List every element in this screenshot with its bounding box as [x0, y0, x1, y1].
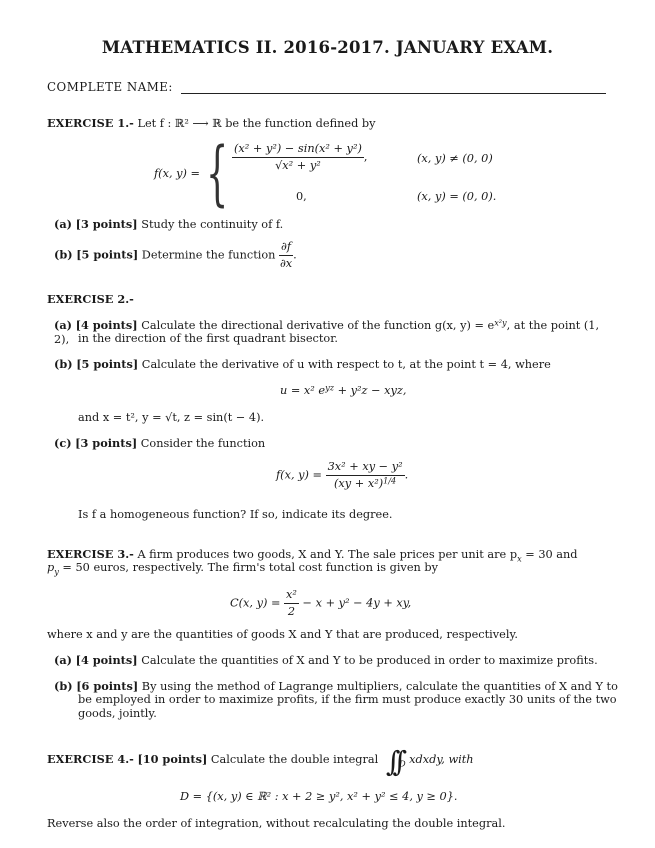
ex3-intro-price: = 30 and: [521, 548, 578, 561]
exercise-2-heading: EXERCISE 2.-: [47, 292, 134, 306]
ex3-cost-den: 2: [287, 605, 296, 619]
ex1-a-text: Study the continuity of f.: [141, 218, 284, 231]
ex3-b-line3: goods, jointly.: [78, 707, 157, 720]
ex3-b-line2: be employed in order to maximize profits, if the firm must produce exactly 30 units of the two: [78, 693, 617, 706]
ex3-a-points: [4 points]: [75, 653, 138, 667]
exercise-4-heading: EXERCISE 4.-: [47, 752, 134, 766]
ex3-b-points: [6 points]: [76, 679, 139, 693]
exercise-3-heading: EXERCISE 3.-: [47, 547, 134, 561]
ex1-case1-numerator: (x² + y²) − sin(x² + y²): [232, 142, 364, 158]
exercise-3-intro-line1: [47, 547, 609, 562]
ex1-b-frac-num: ∂f: [279, 240, 293, 256]
ex2-c-function: f(x, y) = $\frac{\text{3x² + xy − y²}}{(xy + x^2)^{1/4}}$ .: [276, 460, 409, 491]
exercise-3-intro-line2: [47, 561, 609, 575]
name-field-line: [181, 93, 606, 94]
ex2-b-eq-exp: yz: [325, 382, 334, 393]
ex3-intro-text: A firm produces two goods, X and Y. The sale prices per unit are p: [137, 548, 518, 561]
ex2-a-line2: in the direction of the first quadrant bisector.: [78, 332, 338, 345]
ex3-intro-cost: = 50 euros, respectively. The firm's total cost function is given by: [58, 561, 438, 574]
ex2-a-label: (a): [54, 318, 73, 332]
ex1-b-partial-derivative: [279, 240, 293, 271]
ex2-b-eq-lhs: u = x² e: [280, 384, 326, 397]
ex2-c-denominator: (xy + x²): [334, 477, 384, 491]
ex2-part-b: [54, 357, 551, 372]
ex4-final-instruction: Reverse also the order of integration, without recalculating the double integral.: [47, 817, 506, 830]
ex1-piecewise-brace: {: [206, 132, 229, 214]
ex3-px-sub: x: [517, 553, 522, 564]
ex1-case1-denominator: √x² + y²: [275, 159, 321, 173]
exercise-1-heading: EXERCISE 1.-: [47, 116, 134, 130]
ex2-c-points: [3 points]: [75, 436, 138, 450]
ex3-part-b: [54, 679, 618, 694]
ex3-where: where x and y are the quantities of goods X and Y that are produced, respectively.: [47, 628, 518, 641]
ex1-part-a: [54, 217, 283, 232]
ex2-b-text: Calculate the derivative of u with respect to t, at the point t = 4, where: [141, 358, 551, 371]
ex2-b-where: and x = t², y = √t, z = sin(t − 4).: [78, 411, 265, 424]
ex3-cost-rest: − x + y² − 4y + xy,: [302, 596, 412, 610]
ex1-case1-condition: (x, y) ≠ (0, 0): [417, 152, 493, 165]
ex1-case2-condition: (x, y) = (0, 0).: [417, 190, 497, 203]
ex1-case1-expression: $\frac{\text{(x² + y²) − sin(x² + y²)}}{\text{√x² + y²}}$ ,: [234, 142, 368, 173]
ex1-function-lhs: f(x, y) =: [154, 167, 200, 180]
ex1-a-label: (a): [54, 217, 73, 231]
ex4-double-integral-sign: ∫∫: [385, 745, 400, 778]
ex1-part-b: (b) [5 points] Determine the function $\frac{\partial f}{\partial x}$ .: [54, 240, 297, 271]
ex3-a-label: (a): [54, 653, 73, 667]
ex3-cost-num: x²: [284, 588, 299, 604]
ex2-c-text: Consider the function: [140, 437, 266, 450]
exercise-4-intro: [47, 745, 609, 778]
ex4-text: Calculate the double integral: [210, 753, 379, 766]
ex3-cost-function: [230, 588, 411, 619]
ex2-b-points: [5 points]: [76, 357, 139, 371]
ex3-py-sub: y: [54, 566, 59, 577]
ex4-domain-definition: D = {(x, y) ∈ ℝ² : x + 2 ≥ y², x² + y² ≤ 4, y ≥ 0}.: [180, 790, 458, 803]
ex2-c-numerator: 3x² + xy − y²: [326, 460, 405, 476]
ex2-a-point: , at the point (1, 2),: [54, 319, 600, 347]
ex4-integrand: xdxdy, with: [409, 753, 474, 766]
ex3-b-line1: By using the method of Lagrange multipliers, calculate the quantities of X and Y to: [141, 680, 618, 693]
ex2-b-eq-rest: + y²z − xyz,: [333, 384, 407, 397]
ex3-a-text: Calculate the quantities of X and Y to be produced in order to maximize profits.: [141, 654, 598, 667]
exercise-1-intro: [47, 116, 609, 131]
ex1-b-frac-den: ∂x: [279, 257, 293, 271]
ex3-b-label: (b): [54, 679, 73, 693]
ex2-a-points: [4 points]: [75, 318, 138, 332]
ex2-b-equation: [280, 384, 406, 398]
ex2-c-label: (c): [54, 436, 72, 450]
ex2-c-den-exp: 1/4: [383, 475, 397, 486]
ex4-points: [10 points]: [137, 752, 208, 766]
ex1-b-points: [5 points]: [76, 247, 139, 262]
ex2-a-text: Calculate the directional derivative of the function g(x, y) = e: [141, 319, 495, 332]
ex2-c-lhs: f(x, y) =: [276, 468, 322, 482]
complete-name-label: COMPLETE NAME:: [47, 80, 173, 94]
ex2-part-c: [54, 436, 265, 451]
ex3-cost-lhs: C(x, y) =: [230, 596, 281, 610]
ex4-integral-domain: D: [399, 758, 406, 769]
ex2-a-exponent: x²y: [494, 317, 507, 328]
exam-title: MATHEMATICS II. 2016-2017. JANUARY EXAM.: [101, 38, 554, 57]
ex1-a-points: [3 points]: [75, 217, 138, 231]
ex1-case2-value: 0,: [296, 190, 307, 203]
ex3-py-p: p: [47, 561, 55, 574]
ex1-b-text: Determine the function: [141, 248, 276, 262]
ex2-b-label: (b): [54, 357, 73, 371]
exercise-1-intro-text: Let f : ℝ² ⟶ ℝ be the function defined by: [137, 117, 376, 130]
ex2-c-question: Is f a homogeneous function? If so, indicate its degree.: [78, 508, 393, 521]
ex1-b-label: (b): [54, 247, 73, 262]
ex3-part-a: [54, 653, 598, 668]
